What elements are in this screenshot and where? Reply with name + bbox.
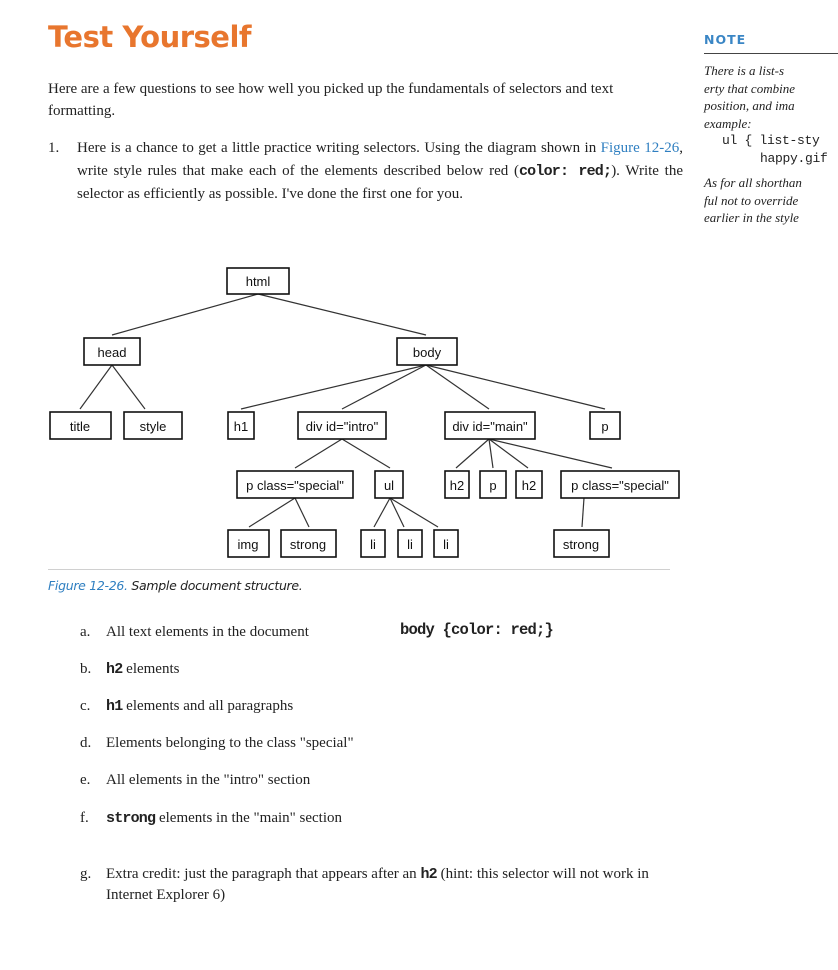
question-number: 1. [48,140,60,156]
subquestion-letter: c. [80,698,91,714]
node-head: head [97,345,127,360]
subquestion-text-part: (hint: this selector will not work in Internet Explorer 6) [106,866,649,903]
node-div-intro: div id="intro" [305,419,379,434]
subquestion-text: All text elements in the document [106,624,309,640]
node-strong: strong [289,537,327,552]
node-ul: ul [383,478,395,493]
figure-caption-text: Sample document structure. [131,578,303,593]
document-tree-diagram [44,262,684,562]
figure-label: Figure 12-26. [48,578,128,593]
note-line: earlier in the style [704,210,799,225]
tree-boxes [50,268,679,557]
note-line: example: [704,115,752,131]
subquestion-code: h2 [106,661,123,678]
subquestion-text-part: Extra credit: just the paragraph that appears after an [106,866,421,882]
subquestion-b [80,659,179,680]
note-sidebar [704,62,838,227]
subquestion-text: elements [122,661,180,677]
subquestion-code: h1 [106,698,123,715]
node-p-special: p class="special" [571,478,669,493]
figure-caption [48,578,302,593]
subquestion-code: h2 [420,866,437,883]
question-text-part: Here is a chance to get a little practice writing selectors. Using the diagram shown in [77,140,601,156]
subquestion-text [106,864,680,905]
subquestion-letter: b. [80,661,92,677]
subquestion-code: strong [106,810,156,827]
figure-link[interactable]: Figure 12-26 [600,140,680,156]
node-li: li [407,537,413,552]
subquestion-text: Elements belonging to the class "special" [106,735,354,751]
subquestion-letter: g. [80,866,92,882]
subquestion-letter: f. [80,810,89,826]
subquestion-letter: d. [80,735,92,751]
question-1 [48,137,683,206]
note-divider [704,53,838,54]
node-body: body [412,345,442,360]
intro-paragraph: Here are a few questions to see how well you picked up the fundamentals of selectors and text formatting. [48,81,614,119]
subquestion-text: All elements in the "intro" section [106,772,311,788]
subquestion-a [80,621,554,642]
subquestion-d [80,733,354,753]
subquestion-text: elements and all paragraphs [122,698,294,714]
subquestion-c [80,696,293,717]
question-text-part: ). Write the selector as efficiently as possible. I've done the first one for you. [77,162,683,202]
note-line: As for all shorthan [704,175,802,190]
subquestion-letter: a. [80,624,91,640]
subquestion-letter: e. [80,772,91,788]
node-h2: h2 [449,478,465,493]
question-text-part: , write style rules that make each of the elements described below red ( [77,140,683,179]
note-line [704,62,838,80]
node-title: title [69,419,91,434]
node-img: img [237,537,259,552]
caption-divider [48,569,670,570]
note-text: There is a list-s [704,63,785,78]
note-heading: NOTE [704,32,747,47]
node-style: style [139,419,167,434]
node-html: html [245,274,271,289]
subquestion-e [80,770,310,790]
node-li: li [443,537,449,552]
question-text [77,137,683,206]
node-h1: h1 [233,419,249,434]
subquestion-text: elements in the "main" section [155,810,343,826]
note-line: erty that combine [704,80,795,96]
node-div-main: div id="main" [452,419,528,434]
note-line: ful not to override [704,192,799,208]
note-code-line: happy.gif [760,150,828,166]
note-line: position, and ima [704,98,795,113]
node-p-main: p [489,478,497,493]
node-li: li [370,537,376,552]
page-title: Test Yourself [48,20,252,54]
node-p: p [601,419,609,434]
inline-code: color: red; [518,162,612,180]
note-code-line: ul { list-sty [722,133,820,148]
node-strong: strong [562,537,600,552]
subquestion-f [80,808,342,829]
node-p-special: p class="special" [246,478,344,493]
subquestion-answer: body {color: red;} [400,621,554,639]
subquestion-g [80,864,680,905]
node-h2: h2 [521,478,537,493]
